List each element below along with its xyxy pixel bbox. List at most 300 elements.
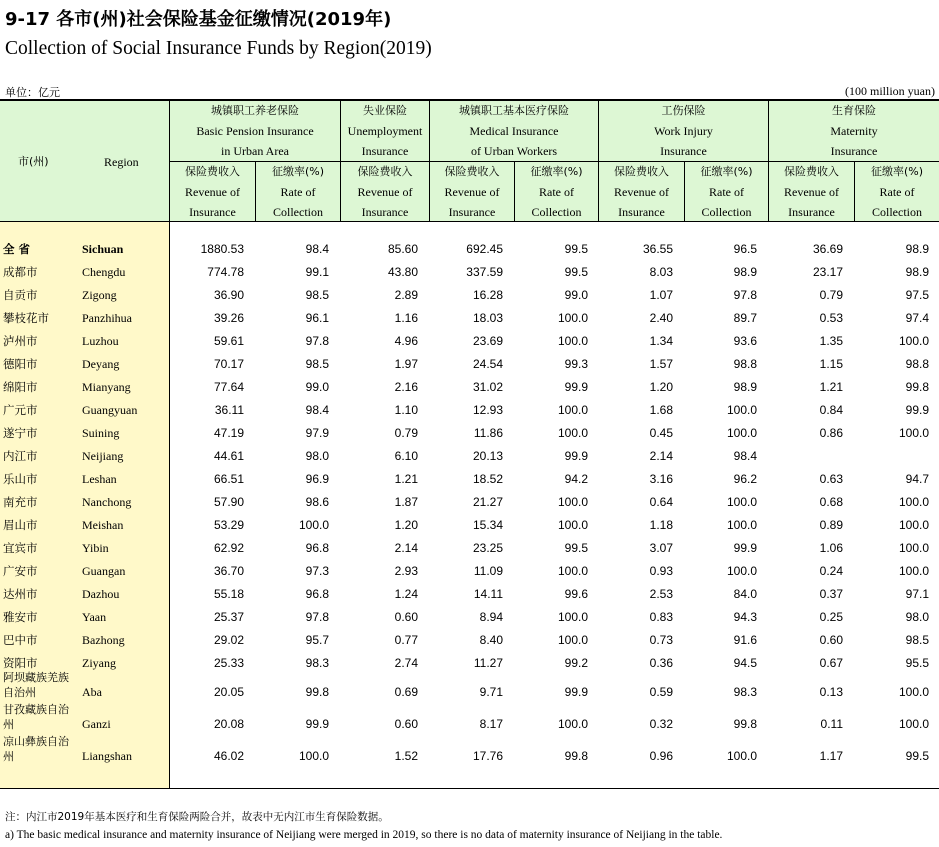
sub-header-cn: 保险费收入 bbox=[784, 165, 839, 178]
page-title-cn: 9-17 各市(州)社会保险基金征缴情况(2019年) bbox=[5, 9, 392, 30]
table-cell: 98.4 bbox=[305, 403, 329, 417]
header-city: 市(州) bbox=[18, 155, 49, 168]
table-cell: 57.90 bbox=[213, 495, 244, 509]
table-cell: 96.1 bbox=[305, 311, 329, 325]
sub-header bbox=[599, 162, 684, 222]
sub-header bbox=[341, 162, 429, 222]
table-cell: 100.0 bbox=[298, 749, 329, 763]
group-header-en-line2: Insurance bbox=[660, 144, 707, 158]
table-cell: 100.0 bbox=[898, 717, 929, 731]
table-cell: 59.61 bbox=[213, 334, 244, 348]
table-cell: 1.34 bbox=[649, 334, 673, 348]
table-cell: 99.0 bbox=[564, 288, 588, 302]
sub-header-en-line2: Collection bbox=[273, 205, 323, 219]
table-cell: 62.92 bbox=[213, 541, 244, 555]
table-cell: 20.08 bbox=[213, 717, 244, 731]
table-cell: 100.0 bbox=[726, 426, 757, 440]
table-cell: 97.3 bbox=[305, 564, 329, 578]
table-cell: 9.71 bbox=[479, 685, 503, 699]
sub-header-en-line1: Revenue of bbox=[185, 185, 240, 199]
table-cell: 3.07 bbox=[649, 541, 673, 555]
region-name-cn: 内江市 bbox=[3, 449, 38, 463]
table-cell: 8.03 bbox=[649, 265, 673, 279]
table-cell: 1.18 bbox=[649, 518, 673, 532]
table-row bbox=[0, 265, 939, 282]
table-cell: 99.5 bbox=[564, 541, 588, 555]
table-cell: 100.0 bbox=[557, 717, 588, 731]
table-cell: 1.97 bbox=[394, 357, 418, 371]
table-cell: 17.76 bbox=[472, 749, 503, 763]
table-cell: 94.7 bbox=[905, 472, 929, 486]
table-cell: 0.69 bbox=[394, 685, 418, 699]
table-cell: 70.17 bbox=[213, 357, 244, 371]
table-cell: 97.5 bbox=[905, 288, 929, 302]
group-header-cn: 城镇职工养老保险 bbox=[211, 104, 299, 117]
footnote-cn: 注：内江市2019年基本医疗和生育保险两险合并，故表中无内江市生育保险数据。 bbox=[5, 811, 389, 823]
sub-header bbox=[170, 162, 255, 222]
table-cell: 98.5 bbox=[305, 288, 329, 302]
table-cell: 99.9 bbox=[564, 685, 588, 699]
table-row bbox=[0, 633, 939, 650]
region-name-cn: 资阳市 bbox=[3, 656, 38, 670]
group-header-en-line2: Insurance bbox=[830, 144, 878, 158]
table-cell: 97.8 bbox=[305, 610, 329, 624]
region-name-en: Nanchong bbox=[82, 495, 132, 509]
region-name-en: Liangshan bbox=[82, 749, 132, 763]
table-cell: 100.0 bbox=[557, 518, 588, 532]
region-name-en: Sichuan bbox=[82, 242, 124, 256]
region-name-en: Aba bbox=[82, 685, 102, 699]
table-cell: 99.5 bbox=[905, 749, 929, 763]
region-name-cn: 巴中市 bbox=[3, 633, 38, 647]
table-cell: 100.0 bbox=[557, 495, 588, 509]
table-cell: 0.59 bbox=[649, 685, 673, 699]
table-cell: 1880.53 bbox=[200, 242, 244, 256]
region-name-en: Yaan bbox=[82, 610, 107, 624]
region-name-cn: 攀枝花市 bbox=[3, 311, 49, 325]
unit-label-en: (100 million yuan) bbox=[845, 84, 935, 98]
table-cell: 774.78 bbox=[207, 265, 244, 279]
table-cell: 36.90 bbox=[213, 288, 244, 302]
table-cell: 20.13 bbox=[472, 449, 503, 463]
table-cell: 98.9 bbox=[733, 380, 757, 394]
table-cell: 96.9 bbox=[305, 472, 329, 486]
sub-header-cn: 征缴率(%) bbox=[271, 165, 325, 178]
table-cell: 0.68 bbox=[819, 495, 843, 509]
table-cell: 100.0 bbox=[557, 633, 588, 647]
table-cell: 36.70 bbox=[213, 564, 244, 578]
table-cell: 98.5 bbox=[905, 633, 929, 647]
sub-header bbox=[685, 162, 768, 222]
table-cell: 16.28 bbox=[472, 288, 503, 302]
table-cell: 6.10 bbox=[394, 449, 418, 463]
table-cell: 0.36 bbox=[649, 656, 673, 670]
region-name-cn: 阿坝藏族羌族自治州 bbox=[3, 671, 69, 699]
table-cell: 96.8 bbox=[305, 587, 329, 601]
table-cell: 100.0 bbox=[898, 495, 929, 509]
table-cell: 99.2 bbox=[564, 656, 588, 670]
table-cell: 98.0 bbox=[305, 449, 329, 463]
region-name-cn: 广安市 bbox=[3, 564, 38, 578]
table-cell: 1.20 bbox=[649, 380, 673, 394]
table-cell: 94.5 bbox=[733, 656, 757, 670]
table-cell: 100.0 bbox=[726, 518, 757, 532]
table-cell: 2.14 bbox=[394, 541, 418, 555]
sub-header-cn: 保险费收入 bbox=[444, 165, 500, 178]
table-row bbox=[0, 735, 939, 773]
table-cell: 2.89 bbox=[394, 288, 418, 302]
table-cell: 8.17 bbox=[479, 717, 503, 731]
region-name-en: Meishan bbox=[82, 518, 124, 532]
table-cell: 95.7 bbox=[305, 633, 329, 647]
table-cell: 0.83 bbox=[649, 610, 673, 624]
table-cell: 99.8 bbox=[305, 685, 329, 699]
table-cell: 4.96 bbox=[394, 334, 418, 348]
sub-header-en-line2: Collection bbox=[872, 205, 922, 219]
table-cell: 36.55 bbox=[642, 242, 673, 256]
region-name-cn: 泸州市 bbox=[3, 334, 38, 348]
table-cell: 0.60 bbox=[394, 610, 418, 624]
table-cell: 23.25 bbox=[472, 541, 503, 555]
table-cell: 98.3 bbox=[733, 685, 757, 699]
table-cell: 99.8 bbox=[733, 717, 757, 731]
table-cell: 99.1 bbox=[305, 265, 329, 279]
table-row bbox=[0, 564, 939, 581]
table-cell: 100.0 bbox=[898, 334, 929, 348]
table-cell: 0.84 bbox=[819, 403, 843, 417]
table-cell: 11.27 bbox=[473, 656, 503, 670]
group-header-en-line2: Insurance bbox=[361, 144, 409, 158]
table-row bbox=[0, 288, 939, 305]
table-row bbox=[0, 449, 939, 466]
table-cell: 1.06 bbox=[819, 541, 843, 555]
table-cell: 99.5 bbox=[564, 265, 588, 279]
table-cell: 94.2 bbox=[564, 472, 588, 486]
table-cell: 0.37 bbox=[819, 587, 843, 601]
table-cell: 0.89 bbox=[819, 518, 843, 532]
sub-header-en-line1: Revenue of bbox=[614, 185, 669, 199]
region-name-cn: 眉山市 bbox=[3, 518, 38, 532]
region-name-cn: 宜宾市 bbox=[3, 541, 38, 555]
table-cell: 99.8 bbox=[564, 749, 588, 763]
sub-header-en-line1: Revenue of bbox=[444, 185, 500, 199]
table-cell: 0.96 bbox=[649, 749, 673, 763]
table-cell: 21.27 bbox=[472, 495, 503, 509]
sub-header-cn: 征缴率(%) bbox=[530, 165, 583, 178]
table-cell: 14.11 bbox=[473, 587, 503, 601]
table-cell: 98.0 bbox=[905, 610, 929, 624]
table-cell: 100.0 bbox=[557, 610, 588, 624]
table-cell: 0.93 bbox=[649, 564, 673, 578]
sub-header-en-line1: Rate of bbox=[539, 185, 574, 199]
table-cell: 100.0 bbox=[726, 403, 757, 417]
table-cell: 91.6 bbox=[733, 633, 757, 647]
table-cell: 0.32 bbox=[649, 717, 673, 731]
page-title-en: Collection of Social Insurance Funds by Region(2019) bbox=[5, 38, 432, 59]
table-cell: 15.34 bbox=[472, 518, 503, 532]
table-cell: 18.52 bbox=[472, 472, 503, 486]
region-name-cn: 南充市 bbox=[3, 495, 38, 509]
table-row bbox=[0, 357, 939, 374]
region-name-cn: 德阳市 bbox=[3, 357, 38, 371]
region-name-cn: 达州市 bbox=[3, 587, 38, 601]
table-cell: 1.87 bbox=[394, 495, 418, 509]
table-cell: 11.09 bbox=[473, 564, 503, 578]
sub-header bbox=[769, 162, 854, 222]
table-cell: 99.9 bbox=[733, 541, 757, 555]
region-name-en: Bazhong bbox=[82, 633, 125, 647]
table-cell: 98.9 bbox=[905, 242, 929, 256]
table-cell: 97.1 bbox=[905, 587, 929, 601]
table-cell: 0.86 bbox=[819, 426, 843, 440]
group-header-cn: 失业保险 bbox=[363, 104, 407, 117]
region-name-cn: 凉山彝族自治州 bbox=[3, 735, 69, 763]
group-header-en-line1: Medical Insurance bbox=[469, 124, 559, 138]
table-row bbox=[0, 518, 939, 535]
table-cell: 47.19 bbox=[213, 426, 244, 440]
table-cell: 100.0 bbox=[898, 564, 929, 578]
table-cell: 1.17 bbox=[819, 749, 843, 763]
table-cell: 98.9 bbox=[905, 265, 929, 279]
group-header-cn: 城镇职工基本医疗保险 bbox=[459, 104, 569, 117]
table-cell: 97.4 bbox=[905, 311, 929, 325]
region-name-en: Luzhou bbox=[82, 334, 119, 348]
sub-header-en-line1: Revenue of bbox=[357, 185, 413, 199]
region-name-en: Zigong bbox=[82, 288, 117, 302]
sub-header-en-line1: Rate of bbox=[879, 185, 915, 199]
table-cell: 99.6 bbox=[564, 587, 588, 601]
table-cell: 3.16 bbox=[649, 472, 673, 486]
sub-header-en-line2: Insurance bbox=[788, 205, 835, 219]
table-cell: 0.45 bbox=[649, 426, 673, 440]
table-cell: 84.0 bbox=[733, 587, 757, 601]
region-name-en: Neijiang bbox=[82, 449, 124, 463]
region-name-en: Guangyuan bbox=[82, 403, 138, 417]
table-cell: 337.59 bbox=[466, 265, 503, 279]
table-cell: 0.79 bbox=[819, 288, 843, 302]
table-cell: 100.0 bbox=[726, 495, 757, 509]
region-name-cn: 雅安市 bbox=[3, 610, 38, 624]
table-cell: 25.37 bbox=[213, 610, 244, 624]
group-header-en-line1: Maternity bbox=[830, 124, 878, 138]
table-cell: 100.0 bbox=[898, 685, 929, 699]
table-row bbox=[0, 472, 939, 489]
table-cell: 100.0 bbox=[557, 426, 588, 440]
table-cell: 97.8 bbox=[305, 334, 329, 348]
table-row bbox=[0, 242, 939, 259]
table-cell: 1.57 bbox=[649, 357, 673, 371]
region-name-cn: 自贡市 bbox=[3, 288, 38, 302]
table-cell: 99.9 bbox=[564, 449, 588, 463]
table-cell: 100.0 bbox=[298, 518, 329, 532]
table-cell: 23.17 bbox=[812, 265, 843, 279]
table-row bbox=[0, 541, 939, 558]
sub-header-en-line1: Rate of bbox=[280, 185, 316, 199]
region-name-en: Leshan bbox=[82, 472, 117, 486]
sub-header-en-line2: Insurance bbox=[189, 205, 236, 219]
table-cell: 0.53 bbox=[819, 311, 843, 325]
table-cell: 98.5 bbox=[305, 357, 329, 371]
sub-header-en-line2: Collection bbox=[701, 205, 752, 219]
group-header bbox=[769, 101, 939, 161]
group-header-cn: 工伤保险 bbox=[661, 104, 706, 117]
table-cell: 36.11 bbox=[214, 403, 244, 417]
table-cell: 18.03 bbox=[472, 311, 503, 325]
sub-header-en-line1: Revenue of bbox=[784, 185, 839, 199]
table-cell: 77.64 bbox=[213, 380, 244, 394]
region-name-en: Mianyang bbox=[82, 380, 131, 394]
table-cell: 98.3 bbox=[305, 656, 329, 670]
region-name-cn: 乐山市 bbox=[3, 472, 38, 486]
region-name-cn: 广元市 bbox=[3, 403, 38, 417]
sub-header-en-line2: Collection bbox=[531, 205, 582, 219]
table-cell: 0.79 bbox=[394, 426, 418, 440]
region-name-en: Ziyang bbox=[82, 656, 116, 670]
table-cell: 93.6 bbox=[733, 334, 757, 348]
table-cell: 0.73 bbox=[649, 633, 673, 647]
table-row bbox=[0, 495, 939, 512]
table-cell: 96.8 bbox=[305, 541, 329, 555]
group-header-en-line1: Basic Pension Insurance bbox=[196, 124, 314, 138]
table-cell: 44.61 bbox=[213, 449, 244, 463]
table-cell: 1.21 bbox=[394, 472, 418, 486]
table-cell: 29.02 bbox=[213, 633, 244, 647]
table-cell: 1.07 bbox=[649, 288, 673, 302]
table-cell: 0.11 bbox=[820, 717, 843, 731]
table-cell: 20.05 bbox=[213, 685, 244, 699]
table-cell: 0.25 bbox=[819, 610, 843, 624]
group-header-en-line1: Work Injury bbox=[654, 124, 713, 138]
region-name-cn: 成都市 bbox=[3, 265, 38, 279]
region-name-en: Panzhihua bbox=[82, 311, 132, 325]
table-cell: 97.8 bbox=[733, 288, 757, 302]
table-cell: 36.69 bbox=[812, 242, 843, 256]
table-cell: 1.16 bbox=[394, 311, 418, 325]
table-cell: 85.60 bbox=[387, 242, 418, 256]
table-cell: 692.45 bbox=[466, 242, 503, 256]
table-row bbox=[0, 311, 939, 328]
region-name-en: Yibin bbox=[82, 541, 109, 555]
table-cell: 31.02 bbox=[472, 380, 503, 394]
table-cell: 1.10 bbox=[394, 403, 418, 417]
table-cell: 98.8 bbox=[905, 357, 929, 371]
table-cell: 1.68 bbox=[649, 403, 673, 417]
table-cell: 99.0 bbox=[305, 380, 329, 394]
sub-header-cn: 保险费收入 bbox=[614, 165, 669, 178]
sub-header-cn: 保险费收入 bbox=[357, 165, 413, 178]
table-cell: 98.4 bbox=[305, 242, 329, 256]
table-cell: 2.53 bbox=[649, 587, 673, 601]
table-cell: 0.60 bbox=[819, 633, 843, 647]
table-cell: 2.93 bbox=[394, 564, 418, 578]
table-row bbox=[0, 403, 939, 420]
table-cell: 97.9 bbox=[305, 426, 329, 440]
table-cell: 99.8 bbox=[905, 380, 929, 394]
table-cell: 98.6 bbox=[305, 495, 329, 509]
table-cell: 100.0 bbox=[898, 541, 929, 555]
table-cell: 96.2 bbox=[733, 472, 757, 486]
sub-header bbox=[256, 162, 340, 222]
table-cell: 23.69 bbox=[472, 334, 503, 348]
footnote-en: a) The basic medical insurance and maternity insurance of Neijiang were merged in 2019, so there is no data of maternity insurance of Neijiang in the table. bbox=[5, 829, 723, 841]
table-cell: 0.24 bbox=[819, 564, 843, 578]
table-cell: 100.0 bbox=[898, 518, 929, 532]
group-header bbox=[170, 101, 340, 161]
table-cell: 55.18 bbox=[213, 587, 244, 601]
table-cell: 2.16 bbox=[394, 380, 418, 394]
sub-header-en-line2: Insurance bbox=[618, 205, 665, 219]
table-cell: 100.0 bbox=[557, 564, 588, 578]
region-name-en: Dazhou bbox=[82, 587, 120, 601]
table-cell: 39.26 bbox=[213, 311, 244, 325]
group-header bbox=[599, 101, 768, 161]
table-cell: 99.5 bbox=[564, 242, 588, 256]
table-row bbox=[0, 656, 939, 673]
table-cell: 0.64 bbox=[649, 495, 673, 509]
table-cell: 99.9 bbox=[905, 403, 929, 417]
unit-label-cn: 单位：亿元 bbox=[5, 86, 60, 99]
table-cell: 12.93 bbox=[472, 403, 503, 417]
group-header bbox=[341, 101, 429, 161]
group-header-en-line1: Unemployment bbox=[347, 124, 423, 138]
table-row bbox=[0, 380, 939, 397]
table-cell: 1.52 bbox=[394, 749, 418, 763]
table-cell: 8.40 bbox=[479, 633, 503, 647]
region-name-cn: 绵阳市 bbox=[3, 380, 38, 394]
table-cell: 94.3 bbox=[733, 610, 757, 624]
table-cell: 96.5 bbox=[733, 242, 757, 256]
table-cell: 1.15 bbox=[819, 357, 843, 371]
region-name-en: Deyang bbox=[82, 357, 120, 371]
table-cell: 98.9 bbox=[733, 265, 757, 279]
table-cell: 100.0 bbox=[726, 564, 757, 578]
table-cell: 99.3 bbox=[564, 357, 588, 371]
sub-header bbox=[515, 162, 598, 222]
region-name-en: Ganzi bbox=[82, 717, 111, 731]
table-cell: 95.5 bbox=[905, 656, 929, 670]
region-name-en: Suining bbox=[82, 426, 120, 440]
sub-header-en-line1: Rate of bbox=[709, 185, 744, 199]
table-cell: 1.35 bbox=[819, 334, 843, 348]
table-cell: 0.77 bbox=[394, 633, 418, 647]
table-cell: 66.51 bbox=[213, 472, 244, 486]
table-cell: 0.13 bbox=[819, 685, 843, 699]
table-cell: 100.0 bbox=[557, 311, 588, 325]
table-cell: 0.63 bbox=[819, 472, 843, 486]
table-cell: 100.0 bbox=[726, 749, 757, 763]
table-cell: 0.60 bbox=[394, 717, 418, 731]
table-cell: 2.14 bbox=[649, 449, 673, 463]
table-cell: 100.0 bbox=[557, 334, 588, 348]
sub-header bbox=[855, 162, 939, 222]
sub-header-cn: 保险费收入 bbox=[185, 165, 240, 178]
table-row bbox=[0, 610, 939, 627]
region-name-en: Guangan bbox=[82, 564, 126, 578]
table-cell: 1.21 bbox=[819, 380, 843, 394]
table-cell: 100.0 bbox=[898, 426, 929, 440]
table-cell: 98.8 bbox=[733, 357, 757, 371]
group-header bbox=[430, 101, 598, 161]
table-cell: 99.9 bbox=[305, 717, 329, 731]
table-cell: 25.33 bbox=[213, 656, 244, 670]
table-row bbox=[0, 587, 939, 604]
header-region: Region bbox=[104, 155, 139, 169]
table-cell: 53.29 bbox=[213, 518, 244, 532]
group-header-cn: 生育保险 bbox=[832, 104, 876, 117]
table-cell: 11.86 bbox=[473, 426, 503, 440]
table-cell: 99.9 bbox=[564, 380, 588, 394]
region-name-cn: 遂宁市 bbox=[3, 426, 38, 440]
